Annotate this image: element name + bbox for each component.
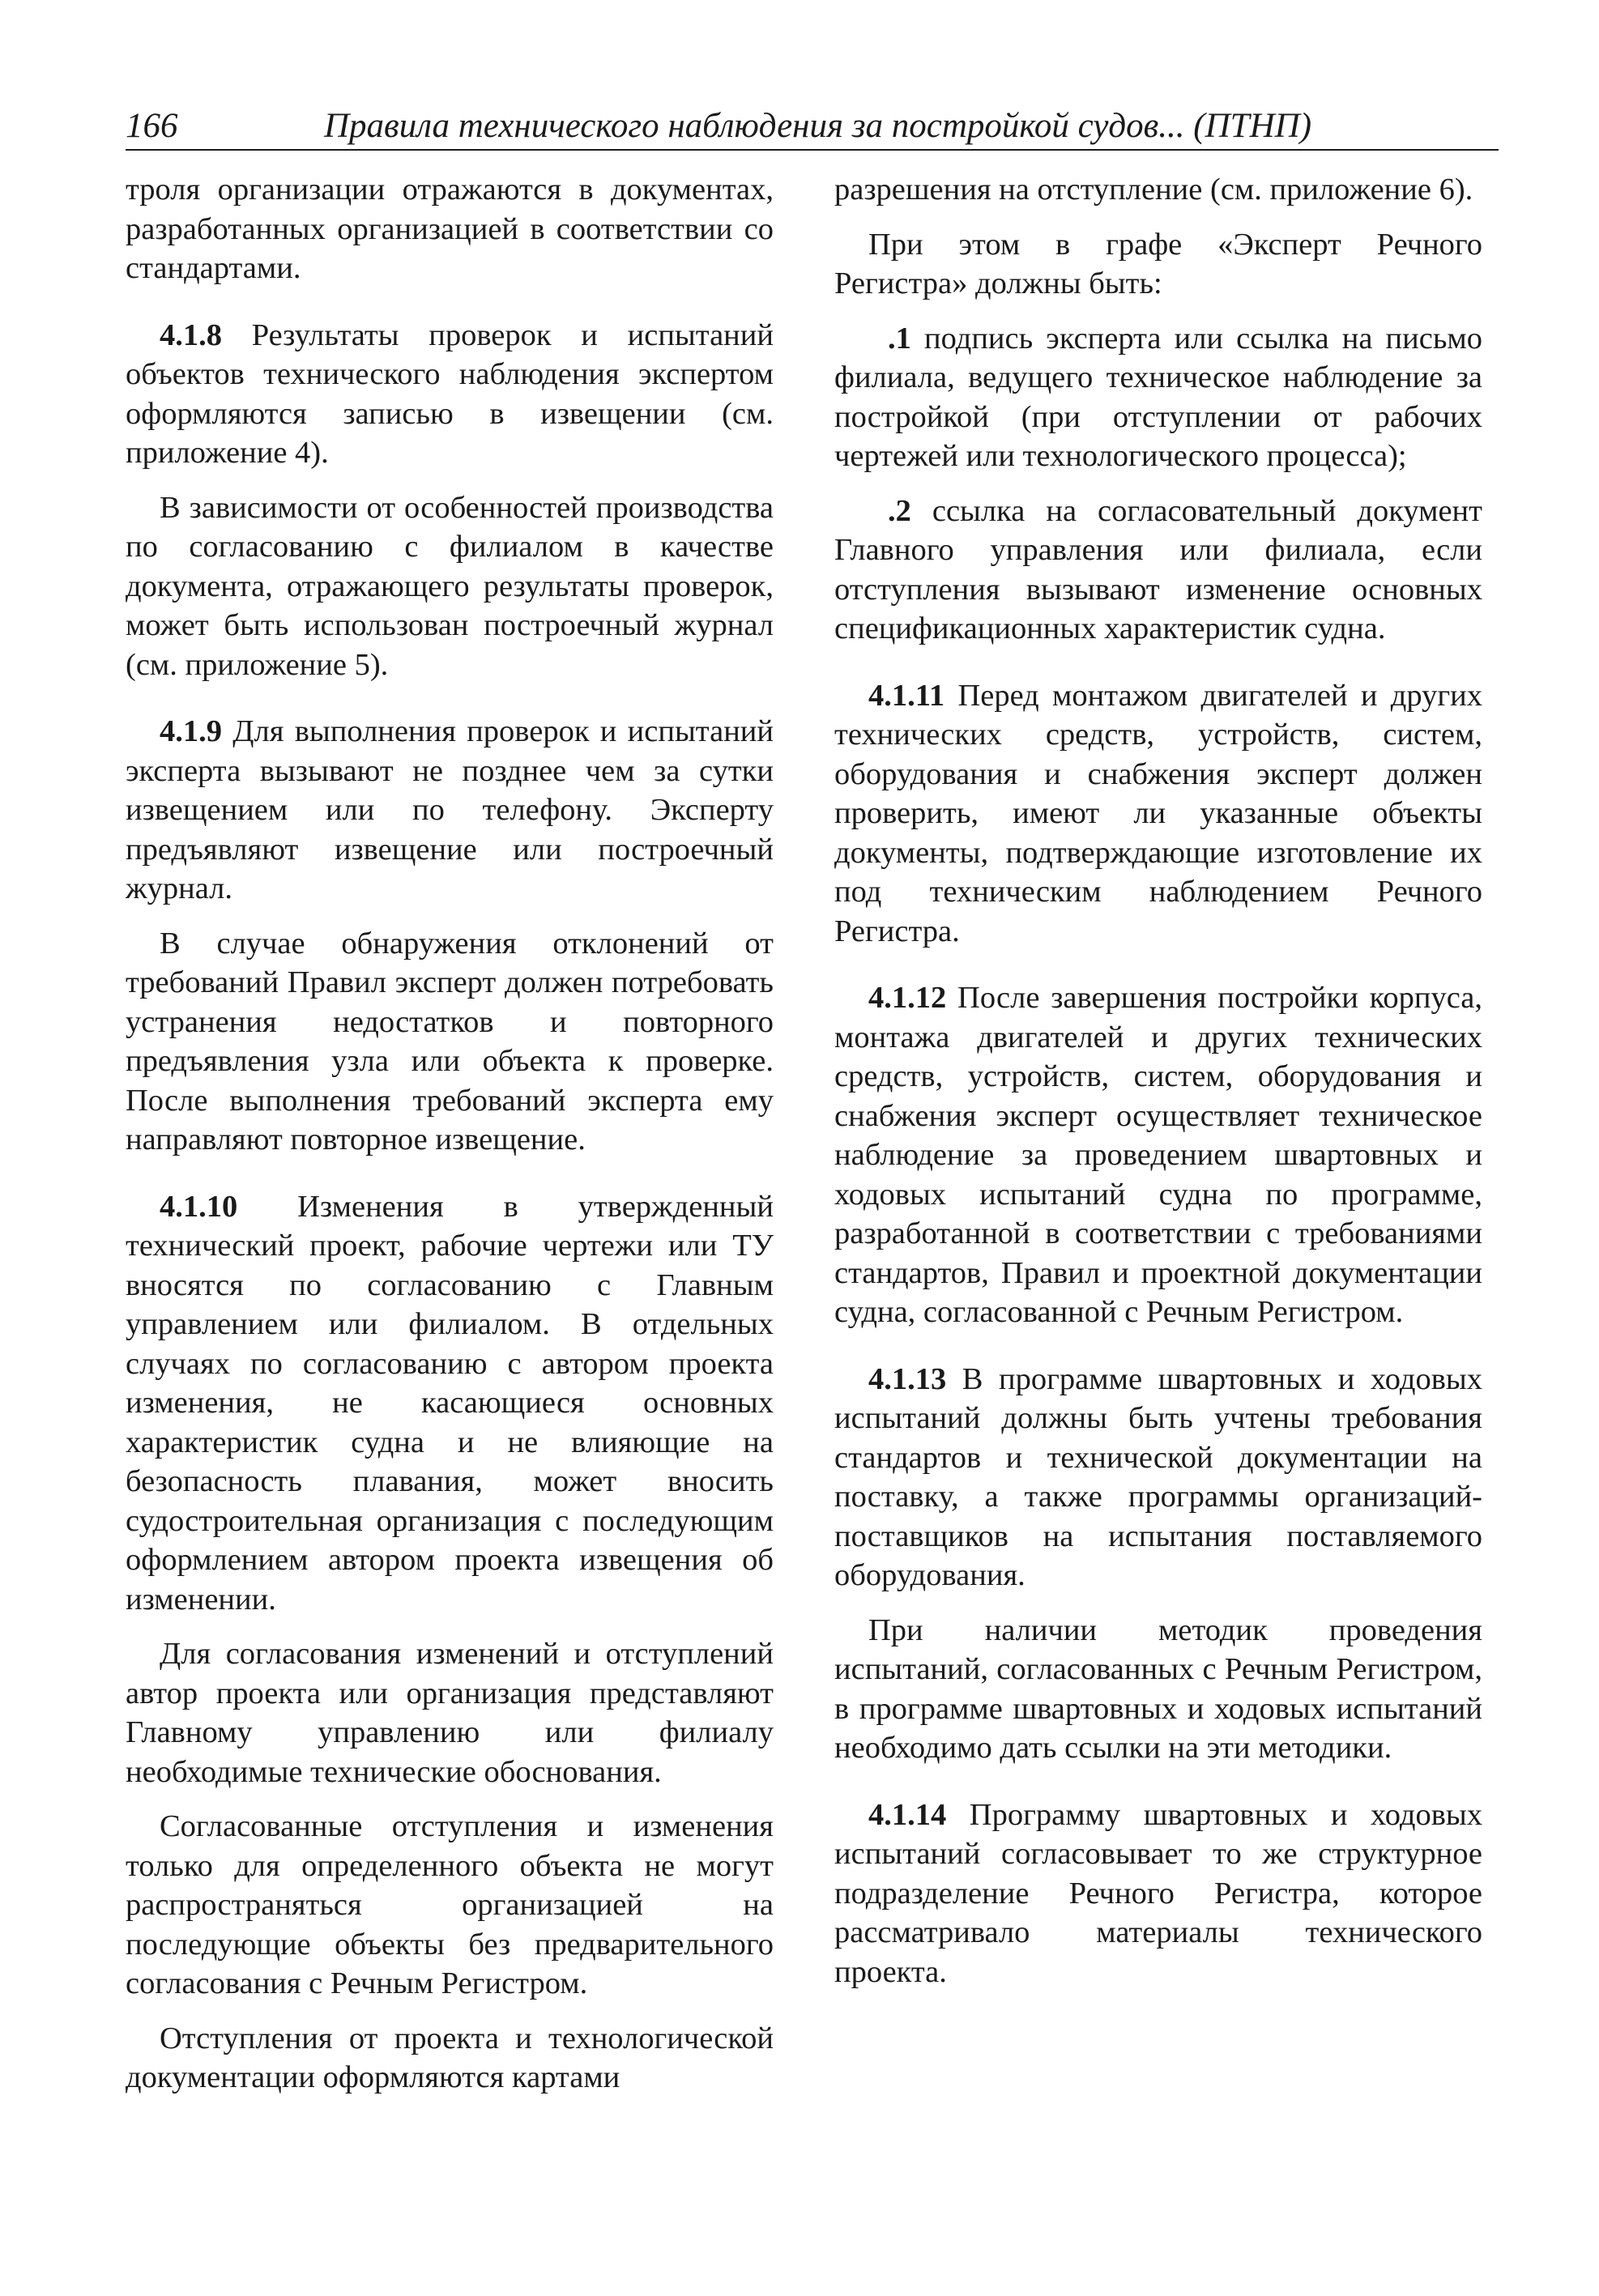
list-item-2: .2 ссылка на согласовательный документ Главного управления или филиала, если отступления вызывают изменение основных спецификационных характеристик судна. — [834, 493, 1482, 645]
paragraph: При этом в графе «Эксперт Речного Регистра» должны быть: — [834, 227, 1482, 300]
right-column — [834, 170, 1482, 2007]
paragraph: В зависимости от особенностей производства по согласованию с филиалом в качестве документа, отражающего результаты проверок, может быть использован построечный журнал (см. приложение 5). — [126, 490, 774, 682]
paragraph: Для согласования изменений и отступлений автор проекта или организация представляют Главному управлению или филиалу необходимые технические обоснования. — [126, 1637, 774, 1789]
section-4-1-9: 4.1.9 Для выполнения проверок и испытаний эксперта вызывают не позднее чем за сутки извещением или по телефону. Эксперту предъявляют извещение или построечный журнал. — [126, 714, 774, 905]
section-4-1-13: 4.1.13 В программе швартовных и ходовых испытаний должны быть учтены требования стандартов и технической документации на поставку, а также программы организаций-поставщиков на испытания поставляемого оборудования. — [834, 1361, 1482, 1592]
paragraph: Отступления от проекта и технологической документации оформляются картами — [126, 2021, 774, 2094]
paragraph: троля организации отражаются в документах, разработанных организацией в соответствии со стандартами. — [126, 173, 774, 285]
left-column — [126, 170, 774, 2113]
section-number: 4.1.8 — [160, 317, 222, 352]
section-number: 4.1.14 — [868, 1797, 947, 1832]
section-4-1-11: 4.1.11 Перед монтажом двигателей и других технических средств, устройств, систем, оборудования и снабжения эксперт должен проверить, имеют ли указанные объекты документы, подтверждающие изготовление их под техническим наблюдением Речного Регистра. — [834, 678, 1482, 948]
section-number: 4.1.11 — [868, 678, 945, 713]
section-4-1-8: 4.1.8 Результаты проверок и испытаний объектов технического наблюдения экспертом оформляются записью в извещении (см. приложение 4). — [126, 317, 774, 470]
section-number: 4.1.12 — [868, 981, 947, 1015]
section-number: 4.1.10 — [160, 1189, 238, 1224]
page-number: 166 — [126, 107, 178, 145]
section-4-1-14: 4.1.14 Программу швартовных и ходовых испытаний согласовывает то же структурное подразделение Речного Регистра, которое рассматривало материалы технического проекта. — [834, 1797, 1482, 1989]
section-4-1-12: 4.1.12 После завершения постройки корпуса, монтажа двигателей и других технических средств, устройств, систем, оборудования и снабжения эксперт осуществляет техническое наблюдение за проведением швартовных и ходовых испытаний судна по программе, разработанной в соответствии с требованиями стандартов, Правил и проектной документации судна, согласованной с Речным Регистром. — [834, 981, 1482, 1329]
list-number: .2 — [888, 493, 911, 528]
section-4-1-10: 4.1.10 Изменения в утвержденный технический проект, рабочие чертежи или ТУ вносятся по согласованию с Главным управлением или филиалом. В отдельных случаях по согласованию с автором проекта изменения, не касающиеся основных характеристик судна и не влияющие на безопасность плавания, может вносить судостроительная организация с последующим оформлением автором проекта извещения об изменении. — [126, 1189, 774, 1617]
paragraph: В случае обнаружения отклонений от требований Правил эксперт должен потребовать устранения недостатков и повторного предъявления узла или объекта к проверке. После выполнения требований эксперта ему направляют повторное извещение. — [126, 926, 774, 1157]
paragraph: разрешения на отступление (см. приложение 6). — [834, 173, 1473, 207]
list-item-1: .1 подпись эксперта или ссылка на письмо филиала, ведущего техническое наблюдение за постройкой (при отступлении от рабочих чертежей или технологического процесса); — [834, 321, 1482, 473]
section-number: 4.1.9 — [160, 714, 222, 748]
running-header — [126, 104, 1499, 151]
paragraph: При наличии методик проведения испытаний, согласованных с Речным Регистром, в программе швартовных и ходовых испытаний необходимо дать ссылки на эти методики. — [834, 1612, 1482, 1765]
list-number: .1 — [888, 321, 911, 356]
paragraph: Согласованные отступления и изменения только для определенного объекта не могут распространяться организацией на последующие объекты без предварительного согласования с Речным Регистром. — [126, 1809, 774, 2000]
header-title: Правила технического наблюдения за постройкой судов... (ПТНП) — [324, 107, 1312, 145]
section-number: 4.1.13 — [868, 1361, 947, 1396]
